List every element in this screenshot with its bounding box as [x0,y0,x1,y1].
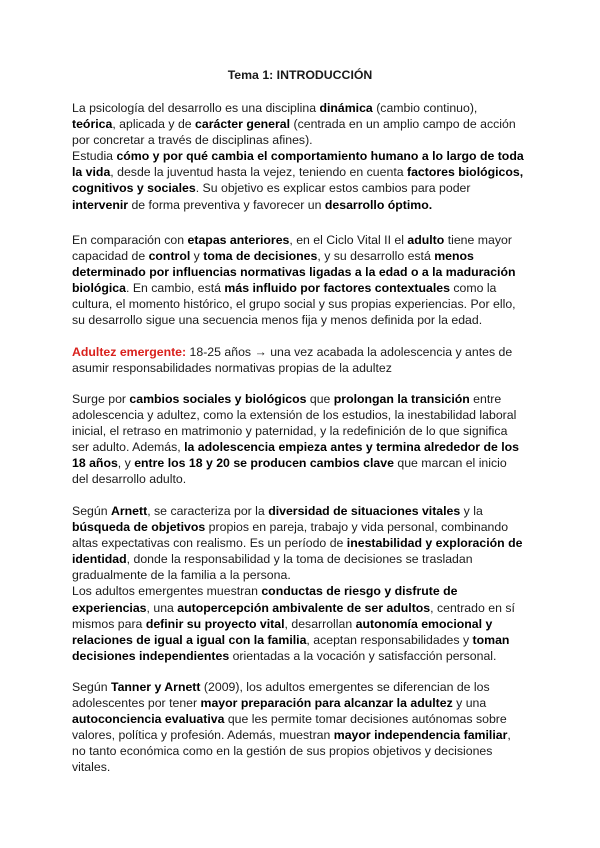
paragraph-arnett: Según Arnett, se caracteriza por la diversidad de situaciones vitales y la búsqueda de objetivos propios en pareja, trabajo y vida personal, combinando altas expectativas con realismo. Es un período de inestabilidad y exploración de identidad, donde la responsabilidad y la toma de decisiones se trasladan gradualmente de la familia a la persona. Los adultos emergentes muestran conductas de riesgo y disfrute de experiencias, una autopercepción ambivalente de ser adultos, centrado en sí mismos para definir su proyecto vital, desarrollan autonomía emocional y relaciones de igual a igual con la familia, aceptan responsabilidades y toman decisiones independientes orientadas a la vocación y satisfacción personal. [72,504,523,663]
section-label: Adultez emergente: [72,345,187,359]
paragraph-adult-comparison: En comparación con etapas anteriores, en el Ciclo Vital II el adulto tiene mayor capacidad de control y toma de decisiones, y su desarrollo está menos determinado por influencias normativas ligadas a la edad o a la maduración biológica. En cambio, está más influido por factores contextuales como la cultura, el momento histórico, el grupo social y sus propias experiencias. Por ello, su desarrollo sigue una secuencia menos fija y menos definida por la edad. [72,233,516,328]
paragraph-intro: La psicología del desarrollo es una disciplina dinámica (cambio continuo), teórica, aplicada y de carácter general (centrada en un amplio campo de acción por concretar a través de disciplinas afines). Estudia cómo y por qué cambia el comportamiento humano a lo largo de toda la vida, desde la juventud hasta la vejez, teniendo en cuenta factores biológicos, cognitivos y sociales. Su objetivo es explicar estos cambios para poder intervenir de forma preventiva y favorecer un desarrollo óptimo. [72,101,524,212]
page-title: Tema 1: INTRODUCCIÓN [227,68,373,82]
paragraph-tanner-arnett: Según Tanner y Arnett (2009), los adultos emergentes se diferencian de los adolescentes por tener mayor preparación para alcanzar la adultez y una autoconciencia evaluativa que les permite tomar decisiones autónomas sobre valores, política y profesión. Además, muestran mayor independencia familiar, no tanto económica como en la gestión de sus propios objetivos y decisiones vitales. [72,680,511,775]
paragraph-emerging-adulthood: Adultez emergente: 18-25 años → una vez acabada la adolescencia y antes de asumir responsabilidades normativas propias de la adultez [72,345,513,376]
paragraph-causes: Surge por cambios sociales y biológicos que prolongan la transición entre adolescencia y adultez, como la extensión de los estudios, la inestabilidad laboral inicial, el retraso en matrimonio y paternidad, y la redefinición de lo que significa ser adulto. Además, la adolescencia empieza antes y termina alrededor de los 18 años, y entre los 18 y 20 se producen cambios clave que marcan el inicio del desarrollo adulto. [72,392,520,487]
